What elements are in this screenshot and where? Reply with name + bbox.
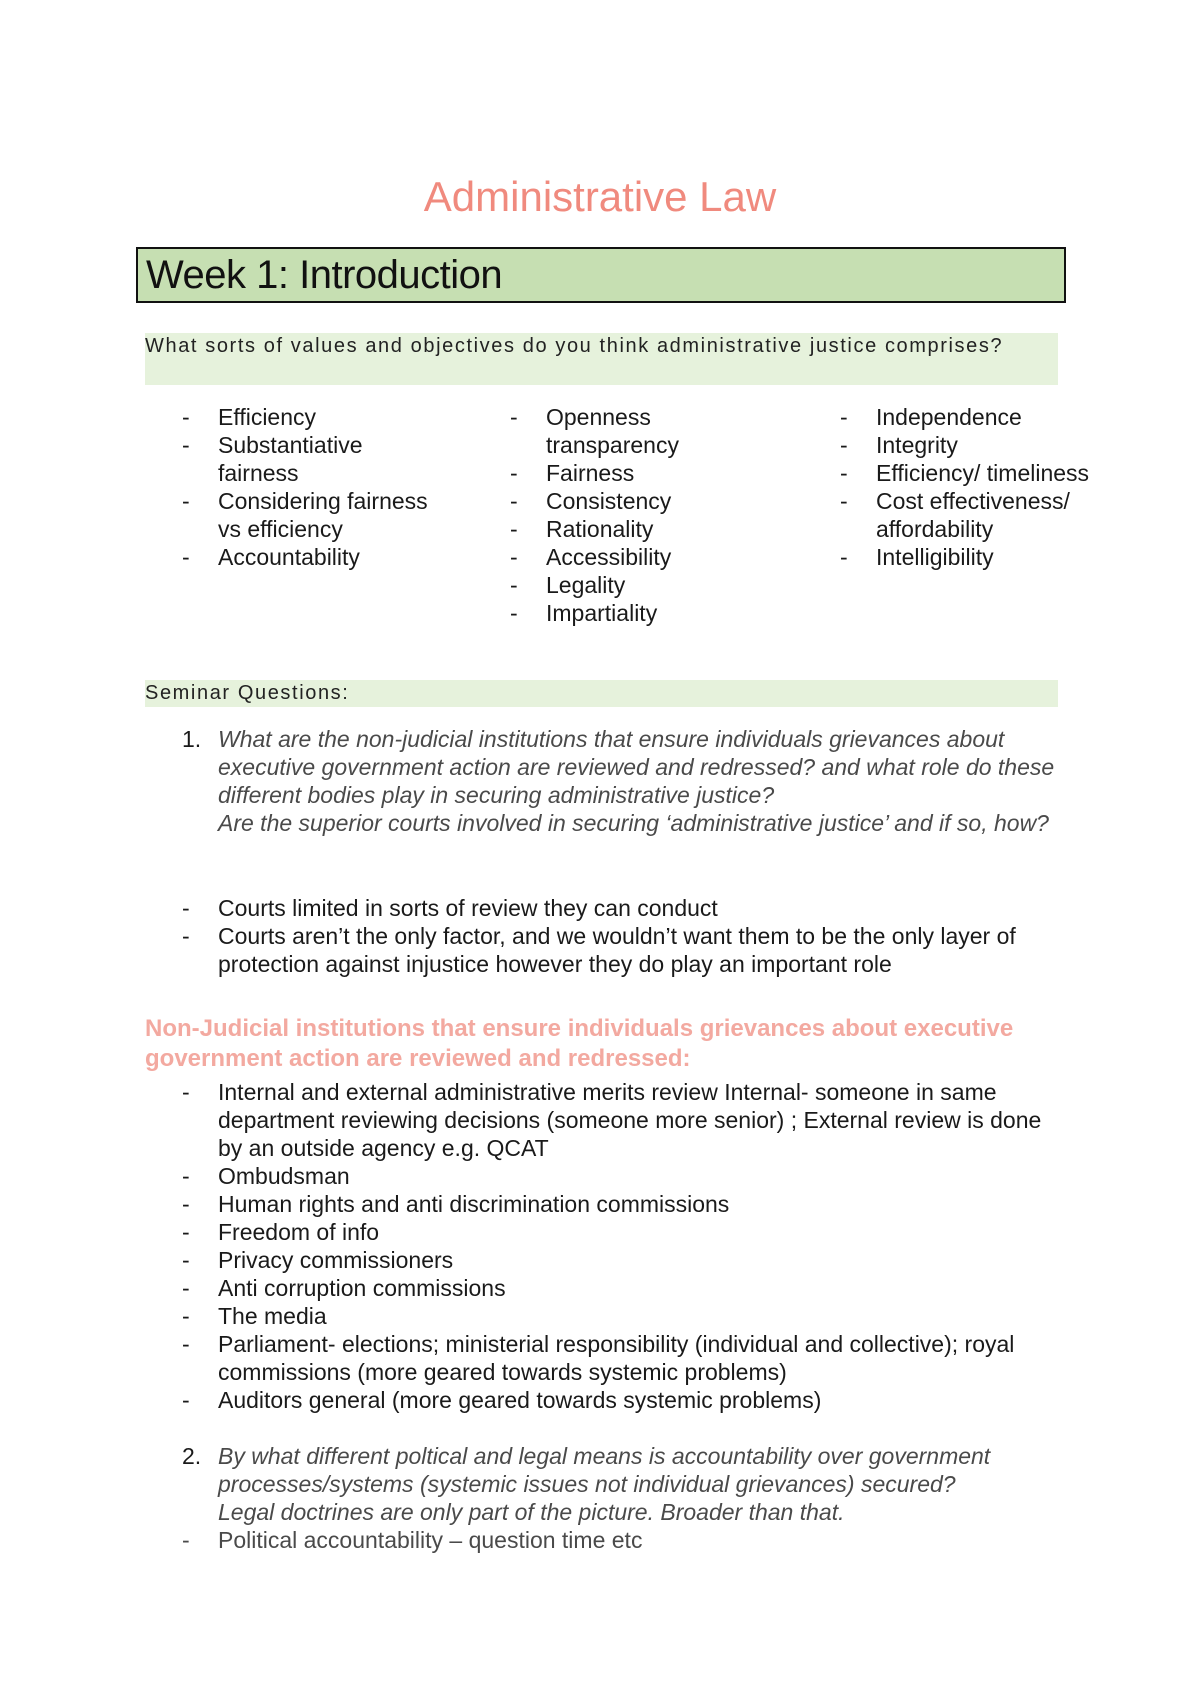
list-item (182, 1442, 1062, 1526)
list-item: - Parliament- elections; ministerial responsibility (individual and collective); royal commissions (more geared towards systemic problems) (182, 1330, 1062, 1386)
list-item: - Efficiency (182, 403, 442, 431)
question-2 (182, 1442, 1062, 1526)
list-item: - Substantiative fairness (182, 431, 442, 487)
non-judicial-points (182, 1078, 1062, 1414)
list-item: - The media (182, 1302, 1062, 1330)
question-text: Are the superior courts involved in securing ‘administrative justice’ and if so, how? (218, 810, 1049, 836)
list-item: - Courts limited in sorts of review they can conduct (182, 894, 1062, 922)
list-item: - Rationality (510, 515, 770, 543)
document-title: Administrative Law (423, 173, 777, 220)
question-text: What are the non-judicial institutions that ensure individuals grievances about executive government action are reviewed and redressed? and what role do these different bodies play in securing administrative justice? (218, 726, 1055, 808)
list-item: - Freedom of info (182, 1218, 1062, 1246)
list-item: - Impartiality (510, 599, 770, 627)
list-item: - Intelligibility (840, 543, 1100, 571)
list-item: - Accountability (182, 543, 442, 571)
list-item: - Consistency (510, 487, 770, 515)
list-item: - Independence (840, 403, 1100, 431)
list-item: - Cost effectiveness/ affordability (840, 487, 1100, 543)
question-1-points (182, 894, 1062, 978)
question-text: Legal doctrines are only part of the picture. Broader than that. (218, 1499, 845, 1525)
question-number: 1. (182, 726, 202, 752)
question-1 (182, 725, 1062, 837)
list-item: - Human rights and anti discrimination commissions (182, 1190, 1062, 1218)
week-heading: Week 1: Introduction (136, 247, 1066, 303)
question-text: By what different poltical and legal means is accountability over government processes/systems (systemic issues not individual grievances) secured? (218, 1443, 991, 1497)
list-item: - Anti corruption commissions (182, 1274, 1062, 1302)
list-item: - Auditors general (more geared towards systemic problems) (182, 1386, 1062, 1414)
list-item: - Efficiency/ timeliness (840, 459, 1100, 487)
list-item (182, 725, 1062, 837)
list-item: - Considering fairness vs efficiency (182, 487, 442, 543)
values-column-1 (182, 403, 442, 571)
non-judicial-heading: Non-Judicial institutions that ensure individuals grievances about executive government action are reviewed and redressed: (145, 1015, 1014, 1072)
list-item: - Openness transparency (510, 403, 770, 459)
values-column-2 (510, 403, 770, 627)
list-item: - Integrity (840, 431, 1100, 459)
list-item: - Internal and external administrative merits review Internal- someone in same department reviewing decisions (someone more senior) ; External review is done by an outside agency e.g. QCAT (182, 1078, 1062, 1162)
list-item: - Courts aren’t the only factor, and we wouldn’t want them to be the only layer of protection against injustice however they do play an important role (182, 922, 1062, 978)
list-item: - Fairness (510, 459, 770, 487)
seminar-questions-label: Seminar Questions: (145, 680, 1058, 707)
values-column-3 (840, 403, 1100, 571)
question-2-points (182, 1526, 1062, 1554)
question-number: 2. (182, 1443, 202, 1469)
list-item: - Privacy commissioners (182, 1246, 1062, 1274)
list-item: - Political accountability – question time etc (182, 1526, 1062, 1554)
list-item: - Legality (510, 571, 770, 599)
values-question: What sorts of values and objectives do you think administrative justice comprises? (145, 333, 1058, 385)
list-item: - Accessibility (510, 543, 770, 571)
list-item: - Ombudsman (182, 1162, 1062, 1190)
